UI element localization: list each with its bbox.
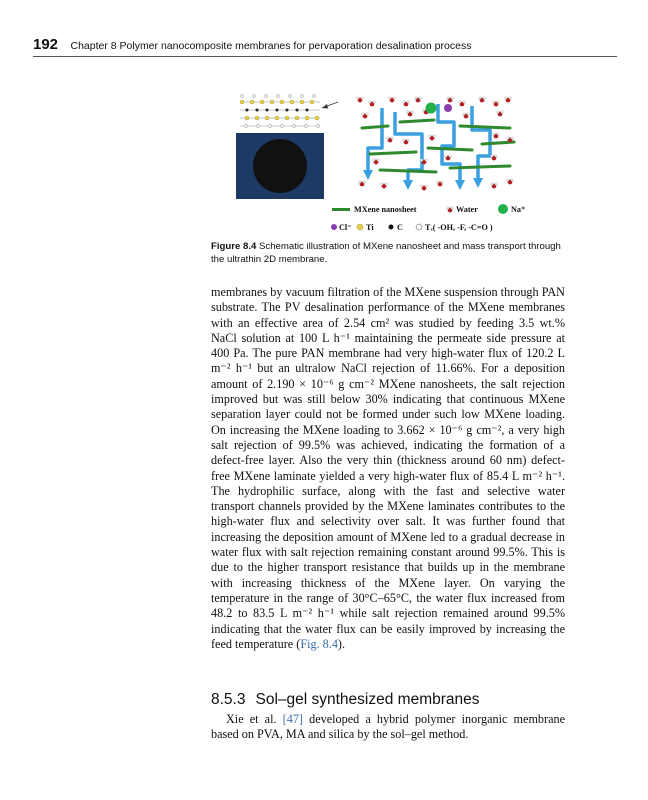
section-paragraph xyxy=(211,712,565,743)
legend-row-1 xyxy=(332,204,525,214)
section-body xyxy=(211,712,565,743)
legend-label: Cl⁻ xyxy=(339,223,352,232)
body-paragraph-text: membranes by vacuum filtration of the MXene suspension through PAN substrate. The PV desalination performance of the MXene membranes with an effective area of 2.54 cm² was studied by feeding 3.5 wt.% NaCl solution at 100 L h⁻¹ maintaining the permeate side pressure at 400 Pa. The pure PAN membrane had very high-water flux of 120.2 L m⁻² h⁻¹ but an ultralow NaCl rejection of 11.66%. For a deposition amount of 2.190 × 10⁻⁶ g cm⁻² MXene nanosheets, the salt rejection improved but was still below 30% indicating that continuous MXene separation layer could not be formed under such low MXene loading. On increasing the MXene loading to 3.662 × 10⁻⁶ g cm⁻², a very high salt rejection of 99.5% was achieved, indicating the formation of a defect-free layer. Also the very thin (thickness around 60 nm) defect-free MXene laminate yielded a very high-water flux of 85.4 L m⁻² h⁻¹. The hydrophilic surface, along with the fast and selective water transport channels provided by the MXene laminates contributes to the high-water flux and selectivity over salt. It was further found that increasing the deposition amount of MXene led to a gradual decrease in water flux with salt rejection remaining constant around 99.5%. This is due to the higher transport resistance that builds up in the membrane with increasing thickness of the MXene layer. On varying the temperature in the range of 30°C–65°C, the water flux increased from 48.2 to 83.5 L m⁻² h⁻¹ while salt rejection remained around 99.5% indicating that the water flux can be easily improved by increasing the feed temperature ( xyxy=(211,285,565,651)
figure-reference-link[interactable]: Fig. 8.4 xyxy=(300,636,338,651)
termination-legend-icon xyxy=(416,224,422,230)
legend-label: Na⁺ xyxy=(511,205,526,214)
titanium-legend-icon xyxy=(357,224,363,230)
citation-link[interactable]: [47] xyxy=(282,712,303,726)
section-title: Sol–gel synthesized membranes xyxy=(255,691,480,708)
figure-schematic xyxy=(210,90,530,235)
membrane-photo xyxy=(236,133,324,199)
nanosheet-legend-icon xyxy=(332,208,350,211)
legend-row-2 xyxy=(331,223,493,232)
chapter-title: Chapter 8 Polymer nanocomposite membranes for pervaporation desalination process xyxy=(70,40,472,52)
figure-caption xyxy=(211,241,571,266)
body-paragraph-end: ). xyxy=(337,636,346,651)
page-number: 192 xyxy=(33,36,59,53)
water-legend-icon xyxy=(447,207,454,213)
mass-transport-schematic xyxy=(357,97,515,191)
header-rule xyxy=(33,56,617,57)
section-number: 8.5.3 xyxy=(211,691,246,708)
legend-label: Ti xyxy=(366,223,374,232)
body-text xyxy=(211,285,565,652)
legend-label: MXene nanosheet xyxy=(354,205,417,214)
legend-label: Water xyxy=(456,205,478,214)
carbon-legend-icon xyxy=(389,225,394,230)
body-paragraph xyxy=(211,285,565,652)
running-header xyxy=(33,36,471,54)
section-text-start: Xie et al. xyxy=(226,712,283,726)
section-text-end: developed a hybrid polymer inorganic membrane based on PVA, MA and silica by the sol–gel method. xyxy=(211,712,565,742)
mxene-structure-illustration xyxy=(240,94,338,127)
legend-label: Tₓ( -OH, -F, -C=O ) xyxy=(425,223,493,232)
caption-text: Schematic illustration of MXene nanosheet and mass transport through the ultrathin 2D membrane. xyxy=(211,241,561,265)
legend-label: C xyxy=(397,223,403,232)
section-heading xyxy=(211,691,480,709)
chloride-legend-icon xyxy=(331,224,337,230)
sodium-legend-icon xyxy=(498,204,508,214)
caption-label: Figure 8.4 xyxy=(211,241,257,252)
